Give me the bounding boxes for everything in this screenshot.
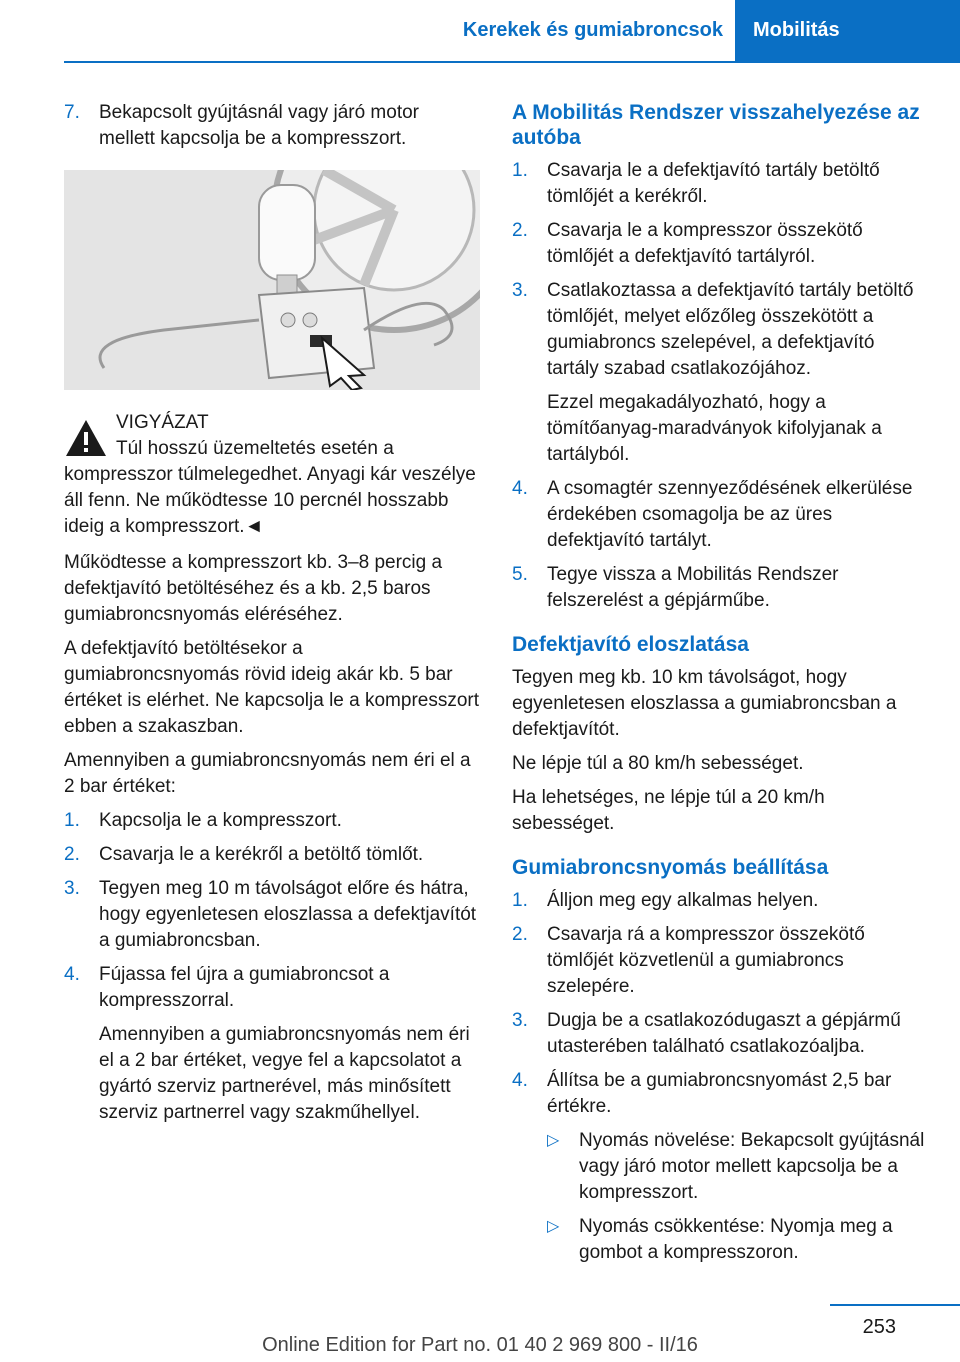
paragraph: A defektjavító betöltésekor a gumiabroncsnyomás rövid ideig akár kb. 5 bar értéket is elérhet. Ne kapcsolja le a kompresszort ebben a szakaszban. xyxy=(64,638,480,737)
triangle-bullet-icon: ▷ xyxy=(547,1218,560,1235)
step-text: Csavarja le a kerékről a betöltő tömlőt. xyxy=(99,844,424,865)
step-number: 4. xyxy=(512,1070,528,1091)
section-heading: A Mobilitás Rendszer visszahelyezése az autóba xyxy=(512,101,920,149)
step-number: 4. xyxy=(512,478,528,499)
step-text: Csavarja le a kompresszor összekötő tömlőjét a defektjavító tartályról. xyxy=(547,220,863,267)
step-number: 5. xyxy=(512,564,528,585)
step-item xyxy=(512,278,928,468)
step-number: 7. xyxy=(64,102,80,123)
step-number: 2. xyxy=(512,220,528,241)
step-text: Dugja be a csatlakozódugaszt a gépjármű utasterében található csatlakozóaljba. xyxy=(547,1010,901,1057)
bullet-item xyxy=(547,1214,928,1266)
step-number: 1. xyxy=(64,810,80,831)
bullet-text: Nyomás csökkentése: Nyomja meg a gombot a kompresszoron. xyxy=(579,1216,893,1263)
step-text: Csavarja rá a kompresszor összekötő tömlőjét közvetlenül a gumiabroncs szelepére. xyxy=(547,924,865,997)
step-item xyxy=(512,218,928,270)
step-number: 1. xyxy=(512,890,528,911)
step-item xyxy=(64,842,480,868)
step-text: Állítsa be a gumiabroncsnyomást 2,5 bar értékre. xyxy=(547,1070,892,1117)
warning-text: Túl hosszú üzemeltetés esetén a kompresszor túlmelegedhet. Anyagi kár veszélye áll fenn. Ne működtesse 10 percnél hosszabb ideig a kompresszort.◄ xyxy=(64,438,476,537)
step-item xyxy=(512,888,928,914)
step-text: Bekapcsolt gyújtásnál vagy járó motor mellett kapcsolja be a kompresszort. xyxy=(99,102,419,149)
step-text: Tegyen meg 10 m távolságot előre és hátra, hogy egyenletesen eloszlassa a defektjavítót a gumiabroncsban. xyxy=(99,878,477,951)
bullet-item xyxy=(547,1128,928,1206)
step-text: Tegye vissza a Mobilitás Rendszer felszerelést a gépjárműbe. xyxy=(547,564,839,611)
left-column xyxy=(64,100,480,1134)
warning-block xyxy=(64,410,480,540)
step-item xyxy=(512,158,928,210)
compressor-illustration xyxy=(64,170,480,390)
paragraph: Ha lehetséges, ne lépje túl a 20 km/h sebességet. xyxy=(512,787,825,834)
step-note: Amennyiben a gumiabroncsnyomás nem éri el a 2 bar értéket, vegye fel a kapcsolatot a gyártó szerviz partnerével, más minősített szerviz partnerrel vagy szakműhellyel. xyxy=(99,1024,470,1123)
footer-rule xyxy=(830,1304,960,1306)
section-title: Kerekek és gumiabroncsok xyxy=(462,19,723,41)
step-item xyxy=(512,562,928,614)
step-number: 2. xyxy=(512,924,528,945)
paragraph: Amennyiben a gumiabroncsnyomás nem éri el a 2 bar értéket: xyxy=(64,750,471,797)
header-rule xyxy=(64,61,960,63)
triangle-bullet-icon: ▷ xyxy=(547,1132,560,1149)
step-item xyxy=(512,1008,928,1060)
step-item xyxy=(64,808,480,834)
warning-triangle-icon xyxy=(64,418,108,458)
step-number: 3. xyxy=(512,1010,528,1031)
step-text: Csavarja le a defektjavító tartály betöltő tömlőjét a kerékről. xyxy=(547,160,880,207)
page-header xyxy=(0,0,960,62)
step-item xyxy=(64,962,480,1126)
step-item xyxy=(64,100,480,152)
step-text: A csomagtér szennyeződésének elkerülése érdekében csomagolja be az üres defektjavító tartályt. xyxy=(547,478,913,551)
step-number: 3. xyxy=(64,878,80,899)
step-text: Álljon meg egy alkalmas helyen. xyxy=(547,890,819,911)
step-item xyxy=(512,1068,928,1266)
right-column xyxy=(512,100,928,1274)
edition-footer: Online Edition for Part no. 01 40 2 969 800 - II/16 xyxy=(262,1334,698,1356)
step-item xyxy=(64,876,480,954)
paragraph: Ne lépje túl a 80 km/h sebességet. xyxy=(512,753,804,774)
step-number: 4. xyxy=(64,964,80,985)
step-number: 1. xyxy=(512,160,528,181)
paragraph: Működtesse a kompresszort kb. 3–8 percig a defektjavító betöltéséhez és a kb. 2,5 baros gumiabroncsnyomás eléréséhez. xyxy=(64,552,443,625)
step-number: 2. xyxy=(64,844,80,865)
step-number: 3. xyxy=(512,280,528,301)
step-item xyxy=(512,922,928,1000)
warning-title: VIGYÁZAT xyxy=(116,412,209,433)
section-heading: Gumiabroncsnyomás beállítása xyxy=(512,856,829,879)
bullet-text: Nyomás növelése: Bekapcsolt gyújtásnál vagy járó motor mellett kapcsolja be a kompresszort. xyxy=(579,1130,925,1203)
page-number: 253 xyxy=(862,1316,896,1338)
section-heading: Defektjavító eloszlatása xyxy=(512,633,749,656)
step-note: Ezzel megakadályozható, hogy a tömítőanyag-maradványok kifolyjanak a tartályból. xyxy=(547,392,882,465)
chapter-tab: Mobilitás xyxy=(735,0,960,62)
step-text: Kapcsolja le a kompresszort. xyxy=(99,810,342,831)
paragraph: Tegyen meg kb. 10 km távolságot, hogy egyenletesen eloszlassa a gumiabroncsban a defektjavítót. xyxy=(512,667,897,740)
step-text: Fújassa fel újra a gumiabroncsot a kompresszorral. xyxy=(99,964,390,1011)
step-item xyxy=(512,476,928,554)
step-text: Csatlakoztassa a defektjavító tartály betöltő tömlőjét, melyet előzőleg összekötött a gumiabroncs szelepével, a defektjavító tartály szabad csatlakozójához. xyxy=(547,280,914,379)
